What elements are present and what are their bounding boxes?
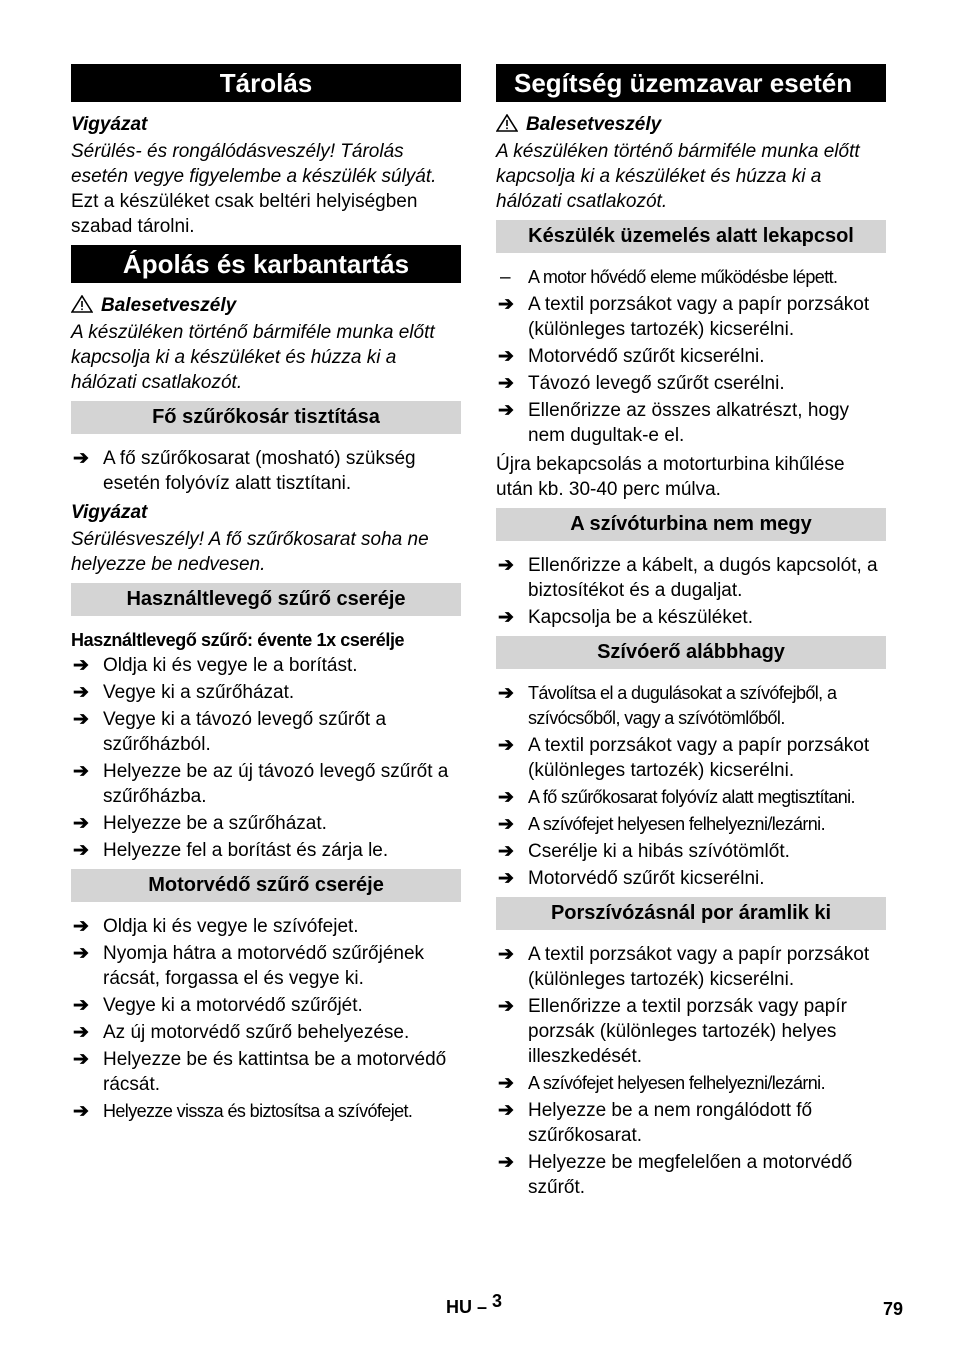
- list-item-text: A szívófejet helyesen felhelyezni/lezárni.: [528, 814, 825, 834]
- list-item: [496, 1150, 886, 1200]
- motor-filter-heading: Motorvédő szűrő cseréje: [71, 869, 461, 902]
- page-number: 79: [883, 1299, 904, 1319]
- exhaust-filter-subtitle: Használtlevegő szűrő: évente 1x cserélje: [71, 630, 405, 650]
- arrow-icon: ➔: [498, 1152, 514, 1173]
- shutdown-list: [496, 265, 886, 448]
- list-item: [496, 1071, 886, 1096]
- right-column: [496, 64, 886, 1204]
- list-item-text: A fő szűrőkosarat (mosható) szükség esetén folyóvíz alatt tisztítani.: [103, 448, 416, 494]
- main-filter-caution-label: Vigyázat: [71, 502, 148, 523]
- footer-section-number: 3: [492, 1291, 503, 1311]
- arrow-icon: ➔: [498, 373, 514, 394]
- list-item-text: Ellenőrizze a textil porzsák vagy papír porzsák (különleges tartozék) helyes illeszkedését.: [528, 996, 847, 1067]
- list-item-text: Vegye ki a szűrőházat.: [103, 682, 295, 703]
- list-item-text: A szívófejet helyesen felhelyezni/lezárni.: [528, 1073, 825, 1093]
- list-item-text: Helyezze be és kattintsa be a motorvédő rácsát.: [103, 1049, 447, 1095]
- list-item-text: Ellenőrizze a kábelt, a dugós kapcsolót, a biztosítékot és a dugaljat.: [528, 555, 878, 601]
- turbine-list: [496, 553, 886, 630]
- list-item-text: Helyezze fel a borítást és zárja le.: [103, 840, 389, 861]
- turbine-heading: A szívóturbina nem megy: [496, 508, 886, 541]
- list-item-text: Helyezze be a szűrőházat.: [103, 813, 327, 834]
- help-danger-text: A készüléken történő bármiféle munka előtt kapcsolja ki a készüléket és húzza ki a hálózati csatlakozót.: [496, 141, 860, 212]
- list-item: [71, 993, 461, 1018]
- arrow-icon: ➔: [73, 840, 89, 861]
- list-item: [496, 1098, 886, 1148]
- arrow-icon: ➔: [498, 841, 514, 862]
- storage-heading: Tárolás: [71, 64, 461, 102]
- dust-list: [496, 942, 886, 1200]
- list-item: [496, 942, 886, 992]
- list-item-text: Ellenőrizze az összes alkatrészt, hogy nem dugultak-e el.: [528, 400, 850, 446]
- list-item-text: Helyezze be megfelelően a motorvédő szűrőt.: [528, 1152, 853, 1198]
- arrow-icon: ➔: [498, 1100, 514, 1121]
- list-item: [496, 681, 886, 731]
- shutdown-note: Újra bekapcsolás a motorturbina kihűlése után kb. 30-40 perc múlva.: [496, 454, 845, 500]
- list-item-text: A motor hővédő eleme működésbe lépett.: [528, 267, 838, 287]
- list-item: [496, 371, 886, 396]
- list-item: [496, 605, 886, 630]
- list-item: [496, 265, 886, 290]
- storage-caution-label: Vigyázat: [71, 114, 148, 135]
- list-item: [71, 941, 461, 991]
- shutdown-heading: Készülék üzemelés alatt lekapcsol: [496, 220, 886, 253]
- list-item: [496, 733, 886, 783]
- arrow-icon: ➔: [498, 683, 514, 704]
- list-item: [496, 994, 886, 1069]
- list-item: [496, 812, 886, 837]
- list-item-text: Helyezze be a nem rongálódott fő szűrőkosarat.: [528, 1100, 813, 1146]
- help-danger-label-text: Balesetveszély: [526, 114, 662, 135]
- main-filter-list: [71, 446, 461, 496]
- arrow-icon: ➔: [73, 943, 89, 964]
- suction-list: [496, 681, 886, 891]
- list-item: [71, 680, 461, 705]
- help-danger-label: [496, 112, 886, 137]
- exhaust-filter-heading: Használtlevegő szűrő cseréje: [71, 583, 461, 616]
- suction-heading: Szívóerő alábbhagy: [496, 636, 886, 669]
- arrow-icon: ➔: [498, 787, 514, 808]
- arrow-icon: ➔: [498, 1073, 514, 1094]
- list-item-text: Távozó levegő szűrőt cserélni.: [528, 373, 785, 394]
- list-item-text: Vegye ki a távozó levegő szűrőt a szűrőházból.: [103, 709, 387, 755]
- arrow-icon: ➔: [73, 995, 89, 1016]
- dust-heading: Porszívózásnál por áramlik ki: [496, 897, 886, 930]
- list-item: [496, 292, 886, 342]
- list-item: [496, 398, 886, 448]
- list-item: [496, 866, 886, 891]
- motor-filter-list: [71, 914, 461, 1124]
- list-item: [71, 1047, 461, 1097]
- arrow-icon: ➔: [498, 400, 514, 421]
- arrow-icon: ➔: [498, 944, 514, 965]
- arrow-icon: ➔: [73, 709, 89, 730]
- list-item: [71, 759, 461, 809]
- arrow-icon: ➔: [73, 813, 89, 834]
- storage-caution-text: Sérülés- és rongálódásveszély! Tárolás esetén vegye figyelembe a készülék súlyát.: [71, 141, 437, 187]
- list-item-text: Nyomja hátra a motorvédő szűrőjének rácsát, forgassa el és vegye ki.: [103, 943, 425, 989]
- arrow-icon: ➔: [498, 735, 514, 756]
- list-item-text: A textil porzsákot vagy a papír porzsákot (különleges tartozék) kicserélni.: [528, 944, 870, 990]
- list-item: [71, 653, 461, 678]
- warning-triangle-icon: [71, 295, 93, 313]
- exhaust-filter-list: [71, 653, 461, 863]
- list-item: [496, 785, 886, 810]
- arrow-icon: ➔: [73, 1049, 89, 1070]
- arrow-icon: ➔: [498, 607, 514, 628]
- arrow-icon: ➔: [498, 555, 514, 576]
- arrow-icon: ➔: [73, 916, 89, 937]
- care-danger-text: A készüléken történő bármiféle munka előtt kapcsolja ki a készüléket és húzza ki a hálózati csatlakozót.: [71, 322, 435, 393]
- care-danger-label: [71, 293, 461, 318]
- arrow-icon: ➔: [498, 996, 514, 1017]
- arrow-icon: ➔: [498, 814, 514, 835]
- list-item: [496, 344, 886, 369]
- list-item-text: Cserélje ki a hibás szívótömlőt.: [528, 841, 790, 862]
- arrow-icon: ➔: [73, 655, 89, 676]
- list-item-text: Helyezze be az új távozó levegő szűrőt a szűrőházba.: [103, 761, 449, 807]
- arrow-icon: ➔: [73, 1101, 89, 1122]
- list-item: [71, 811, 461, 836]
- list-item-text: Oldja ki és vegye le a borítást.: [103, 655, 358, 676]
- arrow-icon: ➔: [73, 682, 89, 703]
- care-danger-label-text: Balesetveszély: [101, 295, 237, 316]
- left-column: [71, 64, 461, 1128]
- list-item: [71, 1099, 461, 1124]
- help-heading: Segítség üzemzavar esetén: [496, 64, 886, 102]
- list-item: [71, 838, 461, 863]
- arrow-icon: ➔: [73, 448, 89, 469]
- list-item-text: Motorvédő szűrőt kicserélni.: [528, 346, 765, 367]
- arrow-icon: ➔: [498, 868, 514, 889]
- list-item-text: Az új motorvédő szűrő behelyezése.: [103, 1022, 410, 1043]
- care-heading: Ápolás és karbantartás: [71, 245, 461, 283]
- list-item: [496, 839, 886, 864]
- list-item: [71, 1020, 461, 1045]
- list-item-text: A textil porzsákot vagy a papír porzsákot (különleges tartozék) kicserélni.: [528, 294, 870, 340]
- dash-icon: –: [500, 267, 511, 288]
- list-item-text: Vegye ki a motorvédő szűrőjét.: [103, 995, 363, 1016]
- arrow-icon: ➔: [498, 346, 514, 367]
- list-item-text: A fő szűrőkosarat folyóvíz alatt megtisztítani.: [528, 787, 855, 807]
- main-filter-heading: Fő szűrőkosár tisztítása: [71, 401, 461, 434]
- list-item: [71, 707, 461, 757]
- list-item-text: A textil porzsákot vagy a papír porzsákot (különleges tartozék) kicserélni.: [528, 735, 870, 781]
- list-item-text: Helyezze vissza és biztosítsa a szívófejet.: [103, 1101, 413, 1121]
- list-item-text: Távolítsa el a dugulásokat a szívófejből, a szívócsőből, vagy a szívótömlőből.: [528, 683, 837, 728]
- arrow-icon: ➔: [73, 1022, 89, 1043]
- footer-lang: HU –: [446, 1297, 488, 1317]
- list-item: [71, 446, 461, 496]
- list-item-text: Motorvédő szűrőt kicserélni.: [528, 868, 765, 889]
- list-item: [496, 553, 886, 603]
- footer-section-label: [446, 1291, 503, 1318]
- storage-note: Ezt a készüléket csak beltéri helyiségben szabad tárolni.: [71, 191, 418, 237]
- main-filter-caution-text: Sérülésveszély! A fő szűrőkosarat soha ne helyezze be nedvesen.: [71, 529, 429, 575]
- list-item-text: Oldja ki és vegye le szívófejet.: [103, 916, 359, 937]
- warning-triangle-icon: [496, 114, 518, 132]
- arrow-icon: ➔: [73, 761, 89, 782]
- arrow-icon: ➔: [498, 294, 514, 315]
- list-item: [71, 914, 461, 939]
- list-item-text: Kapcsolja be a készüléket.: [528, 607, 753, 628]
